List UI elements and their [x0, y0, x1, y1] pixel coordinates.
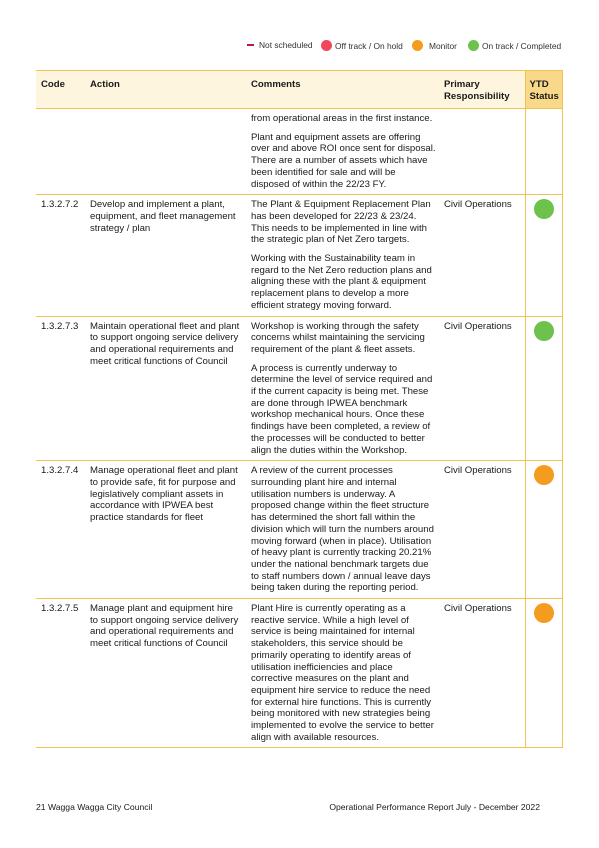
cell-action [86, 109, 247, 195]
legend-on-track-label: On track / Completed [482, 40, 562, 51]
cell-status [525, 195, 562, 316]
cell-action: Develop and implement a plant, equipment, and fleet management strategy / plan [86, 195, 247, 316]
table-header-row [36, 71, 562, 109]
green-status-dot-icon [534, 199, 554, 219]
cell-code: 1.3.2.7.3 [36, 316, 86, 461]
cell-status [525, 599, 562, 748]
comment-paragraph: Working with the Sustainability team in regard to the Net Zero reduction plans and aligning these with the plant & equipment replacement plans to develop a more efficient strategy moving forward. [251, 253, 432, 311]
orange-status-dot-icon [534, 603, 554, 623]
cell-code [36, 109, 86, 195]
comment-paragraph: Plant and equipment assets are offering over and above ROI once sent for disposal. There are a number of assets which have been identified for sale and will be disposed of within the 22/23 FY. [251, 131, 436, 190]
comment-paragraph: Workshop is working through the safety concerns whilst maintaining the servicing requirement of the plant & fleet assets. [251, 320, 425, 355]
red-dot-icon [321, 40, 332, 51]
cell-code: 1.3.2.7.4 [36, 461, 86, 599]
cell-status [525, 461, 562, 599]
not-scheduled-dash-icon [247, 44, 254, 46]
table-row [36, 461, 562, 599]
cell-comments [247, 109, 440, 195]
footer-report-title: Operational Performance Report July - December 2022 [329, 802, 540, 812]
action-table [36, 70, 563, 748]
cell-responsibility: Civil Operations [440, 316, 525, 461]
cell-status [525, 316, 562, 461]
cell-comments [247, 316, 440, 461]
cell-responsibility [440, 109, 525, 195]
comment-paragraph: Plant Hire is currently operating as a reactive service. While a high level of service is being maintained for internal stakeholders, this service should be primarily operating to identify areas of utilisation inefficiencies and place corrective measures on the plant and equipment hire service to reduce the need for external hire functions. This is currently being monitored with new strategies being implemented to evolve the service to better align with available resources. [251, 603, 434, 743]
cell-comments [247, 461, 440, 599]
cell-action: Manage plant and equipment hire to support ongoing service delivery and operational requirements and meet critical functions of Council [86, 599, 247, 748]
table-row-continued [36, 109, 562, 195]
cell-code: 1.3.2.7.5 [36, 599, 86, 748]
legend-off-track-label: Off track / On hold [335, 40, 403, 51]
table-row [36, 316, 562, 461]
comment-paragraph: The Plant & Equipment Replacement Plan has been developed for 22/23 & 23/24. This needs to be implemented in line with the strategic plan of Net Zero targets. [251, 199, 431, 246]
cell-responsibility: Civil Operations [440, 461, 525, 599]
comment-paragraph: from operational areas in the first instance. [251, 113, 433, 124]
cell-responsibility: Civil Operations [440, 599, 525, 748]
legend-off-track [321, 40, 403, 51]
legend-not-scheduled-label: Not scheduled [259, 40, 313, 50]
cell-code: 1.3.2.7.2 [36, 195, 86, 316]
legend-monitor [412, 40, 457, 51]
cell-status [525, 109, 562, 195]
cell-action: Maintain operational fleet and plant to support ongoing service delivery and operational requirements and meet critical functions of Council [86, 316, 247, 461]
table-row [36, 195, 562, 316]
legend-not-scheduled [247, 40, 313, 50]
header-comments: Comments [247, 71, 440, 109]
comment-paragraph: A process is currently underway to determine the level of service required and if the current capacity is being met. These are done through IPWEA benchmark workshop mechanical hours. Once these findings have been completed, a review of the processes will be conducted to better align the duties within the Workshop. [251, 362, 433, 456]
green-dot-icon [468, 40, 479, 51]
legend-on-track [468, 40, 561, 51]
cell-action: Manage operational fleet and plant to provide safe, fit for purpose and legislatively compliant assets in accordance with IPWEA best practice standards for fleet [86, 461, 247, 599]
table-row [36, 599, 562, 748]
legend-monitor-label: Monitor [429, 40, 457, 51]
comment-paragraph: A review of the current processes surrounding plant hire and internal utilisation numbers is underway. A proposed change within the fleet structure has determined the short fall within the division which will turn the numbers around moving forward (when in place). Utilisation of heavy plant is currently tracking 20.21% under the national benchmark targets due to staff numbers down / annual leave days being taken during the reporting period. [251, 465, 434, 594]
header-ytd-status: YTD Status [525, 71, 562, 109]
green-status-dot-icon [534, 321, 554, 341]
header-action: Action [86, 71, 247, 109]
cell-comments [247, 195, 440, 316]
orange-status-dot-icon [534, 465, 554, 485]
footer-page-and-council: 21 Wagga Wagga City Council [36, 802, 153, 812]
header-code: Code [36, 71, 86, 109]
orange-dot-icon [412, 40, 423, 51]
header-responsibility: Primary Responsibility [440, 71, 525, 109]
status-legend [0, 40, 599, 54]
cell-comments [247, 599, 440, 748]
cell-responsibility: Civil Operations [440, 195, 525, 316]
